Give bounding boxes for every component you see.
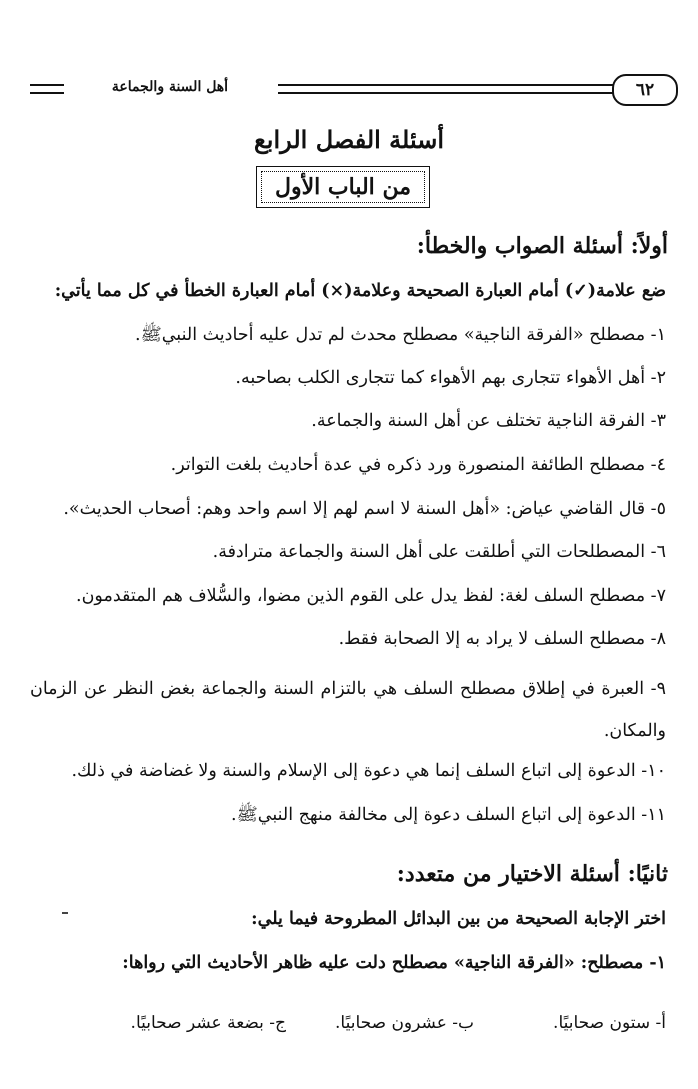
question-item: ١٠- الدعوة إلى اتباع السلف إنما هي دعوة إلى الإسلام والسنة ولا غضاضة في ذلك. [71, 761, 666, 781]
part-title: من الباب الأول [261, 171, 425, 203]
question-item: ٣- الفرقة الناجية تختلف عن أهل السنة والجماعة. [311, 411, 666, 431]
question-item: ١- مصطلح «الفرقة الناجية» مصطلح محدث لم تدل عليه أحاديث النبيﷺ. [135, 325, 666, 345]
stray-mark [62, 912, 68, 914]
section2-instruction: اختر الإجابة الصحيحة من بين البدائل المطروحة فيما يلي: [251, 909, 666, 929]
mcq-question: ١- مصطلح: «الفرقة الناجية» مصطلح دلت عليه ظاهر الأحاديث التي رواها: [122, 953, 666, 973]
part-title-box [256, 166, 430, 208]
question-item: ٦- المصطلحات التي أطلقت على أهل السنة والجماعة مترادفة. [212, 542, 666, 562]
section1-instruction: ضع علامة(✓) أمام العبارة الصحيحة وعلامة(×) أمام العبارة الخطأ في كل مما يأتي: [54, 281, 666, 301]
book-title: أهل السنة والجماعة [111, 79, 229, 95]
page-number: ٦٢ [612, 74, 678, 106]
section2-heading: ثانيًا: أسئلة الاختيار من متعدد: [396, 861, 668, 887]
section1-heading: أولاً: أسئلة الصواب والخطأ: [416, 233, 668, 259]
question-item: ٥- قال القاضي عياض: «أهل السنة لا اسم لهم إلا اسم واحد وهم: أصحاب الحديث». [63, 499, 666, 519]
option-c: ج- بضعة عشر صحابيًا. [130, 1013, 286, 1033]
question-item: ٨- مصطلح السلف لا يراد به إلا الصحابة فقط. [338, 629, 666, 649]
mcq-options [30, 1008, 666, 1038]
option-b: ب- عشرون صحابيًا. [335, 1013, 474, 1033]
question-item: ٩- العبرة في إطلاق مصطلح السلف هي بالتزام السنة والجماعة بغض النظر عن الزمان والمكان. [30, 679, 666, 741]
question-item: ٧- مصطلح السلف لغة: لفظ يدل على القوم الذين مضوا، والسُّلاف هم المتقدمون. [76, 586, 666, 606]
page-header [30, 74, 678, 104]
question-item: ١١- الدعوة إلى اتباع السلف دعوة إلى مخالفة منهج النبيﷺ. [231, 805, 666, 825]
question-item: ٢- أهل الأهواء تتجارى بهم الأهواء كما تتجارى الكلب بصاحبه. [235, 368, 666, 388]
option-a: أ- ستون صحابيًا. [553, 1013, 666, 1033]
chapter-title: أسئلة الفصل الرابع [254, 125, 444, 154]
header-rule-short [30, 84, 64, 94]
header-rule [278, 84, 614, 94]
question-item: ٤- مصطلح الطائفة المنصورة ورد ذكره في عدة أحاديث بلغت التواتر. [170, 455, 666, 475]
